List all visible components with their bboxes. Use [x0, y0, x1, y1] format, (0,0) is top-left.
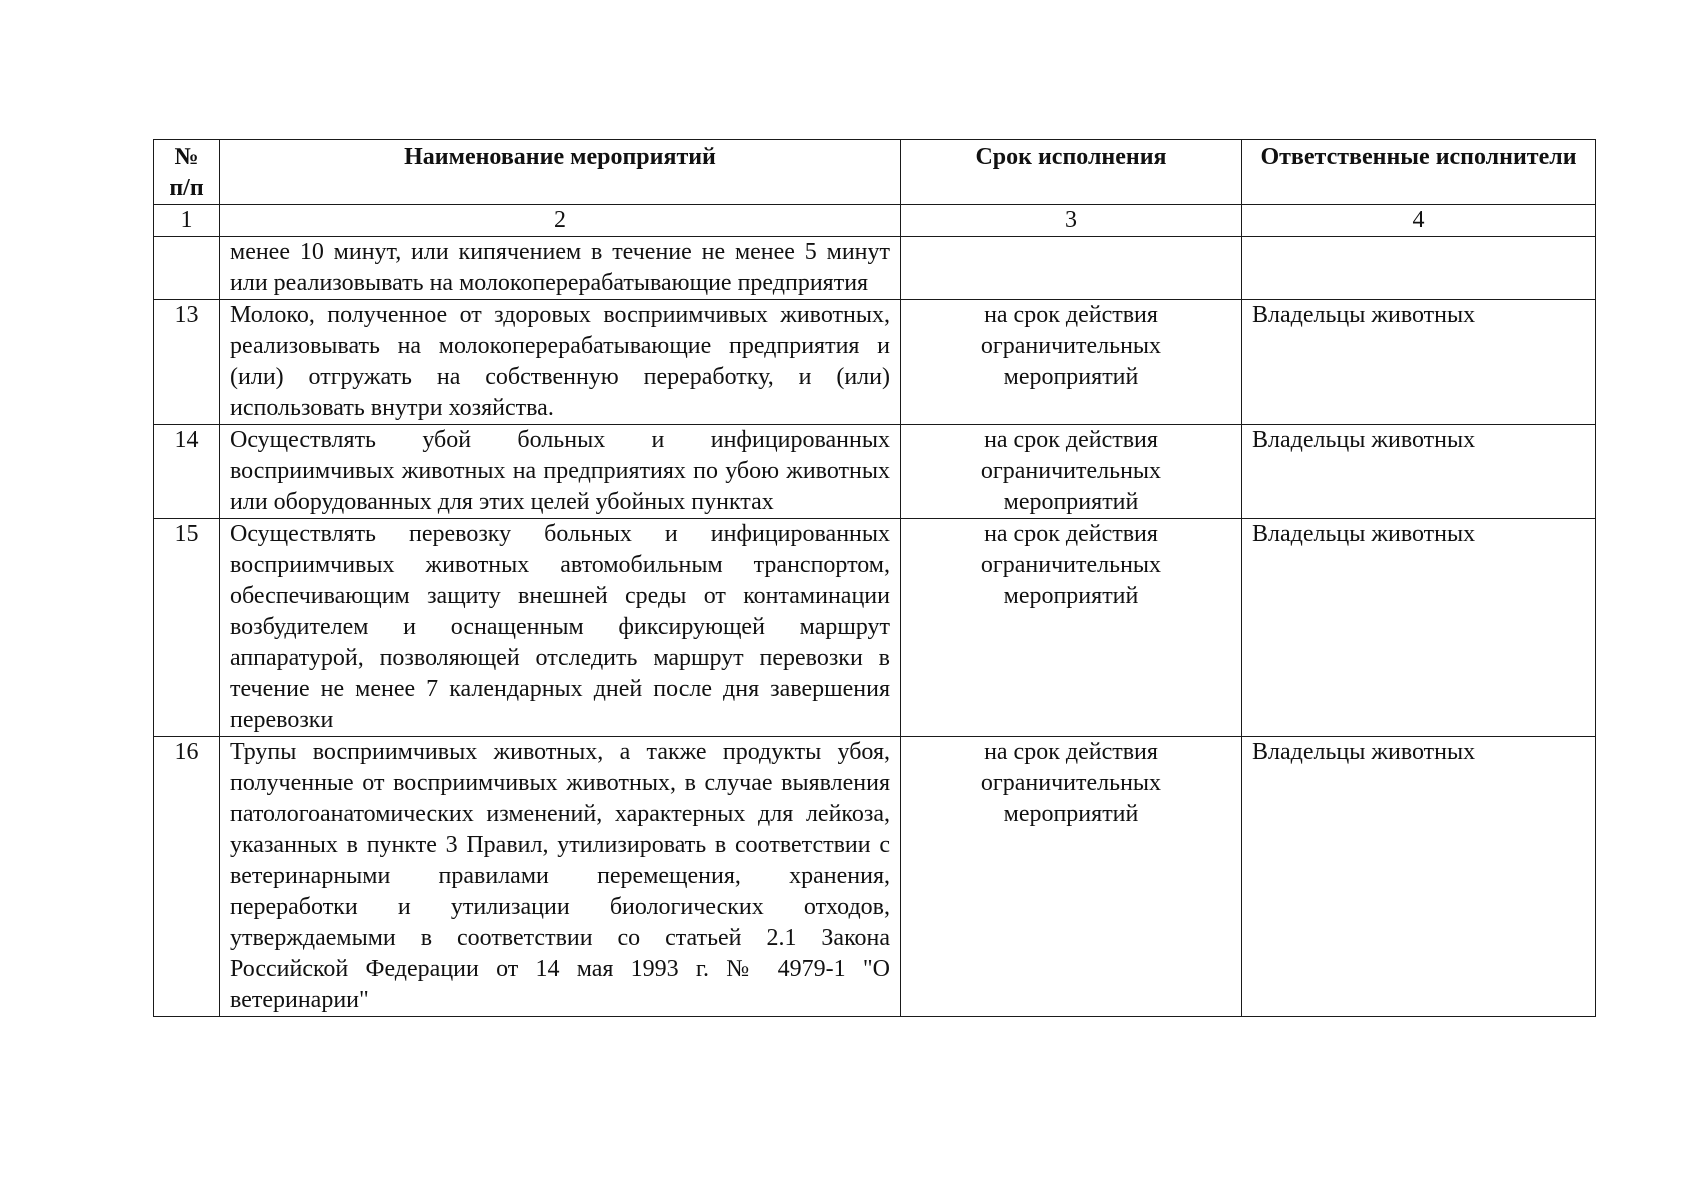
row-responsible: Владельцы животных [1242, 300, 1596, 425]
row-responsible: Владельцы животных [1242, 737, 1596, 1017]
column-number-row [154, 205, 1596, 237]
row-responsible: Владельцы животных [1242, 425, 1596, 519]
row-description: Осуществлять перевозку больных и инфицированных восприимчивых животных автомобильным транспортом, обеспечивающим защиту внешней среды от контаминации возбудителем и оснащенным фиксирующей маршрут аппаратурой, позволяющей отследить маршрут перевозки в течение не менее 7 календарных дней после дня завершения перевозки [220, 519, 901, 737]
header-number: № п/п [154, 140, 220, 205]
row-number [154, 237, 220, 300]
table-header-row [154, 140, 1596, 205]
row-number: 14 [154, 425, 220, 519]
column-number-4: 4 [1242, 205, 1596, 237]
row-responsible: Владельцы животных [1242, 519, 1596, 737]
table-row [154, 237, 1596, 300]
row-description: менее 10 минут, или кипячением в течение не менее 5 минут или реализовывать на молокоперерабатывающие предприятия [220, 237, 901, 300]
header-deadline: Срок исполнения [901, 140, 1242, 205]
column-number-1: 1 [154, 205, 220, 237]
table-row [154, 425, 1596, 519]
row-description: Молоко, полученное от здоровых восприимчивых животных, реализовывать на молокоперерабатывающие предприятия и (или) отгружать на собственную переработку, и (или) использовать внутри хозяйства. [220, 300, 901, 425]
row-term: на срок действия ограничительных мероприятий [901, 425, 1242, 519]
row-term [901, 237, 1242, 300]
row-term: на срок действия ограничительных мероприятий [901, 519, 1242, 737]
row-number: 13 [154, 300, 220, 425]
column-number-3: 3 [901, 205, 1242, 237]
row-number: 16 [154, 737, 220, 1017]
header-measure-name: Наименование мероприятий [220, 140, 901, 205]
column-number-2: 2 [220, 205, 901, 237]
row-description: Осуществлять убой больных и инфицированных восприимчивых животных на предприятиях по убою животных или оборудованных для этих целей убойных пунктах [220, 425, 901, 519]
row-term: на срок действия ограничительных мероприятий [901, 300, 1242, 425]
header-responsible: Ответственные исполнители [1242, 140, 1596, 205]
table-row [154, 519, 1596, 737]
row-description: Трупы восприимчивых животных, а также продукты убоя, полученные от восприимчивых животных, в случае выявления патологоанатомических изменений, характерных для лейкоза, указанных в пункте 3 Правил, утилизировать в соответствии с ветеринарными правилами перемещения, хранения, переработки и утилизации биологических отходов, утверждаемыми в соответствии со статьей 2.1 Закона Российской Федерации от 14 мая 1993 г. № 4979-1 "О ветеринарии" [220, 737, 901, 1017]
measures-table [153, 139, 1596, 1017]
table-row [154, 300, 1596, 425]
row-number: 15 [154, 519, 220, 737]
row-term: на срок действия ограничительных мероприятий [901, 737, 1242, 1017]
row-responsible [1242, 237, 1596, 300]
table-row [154, 737, 1596, 1017]
